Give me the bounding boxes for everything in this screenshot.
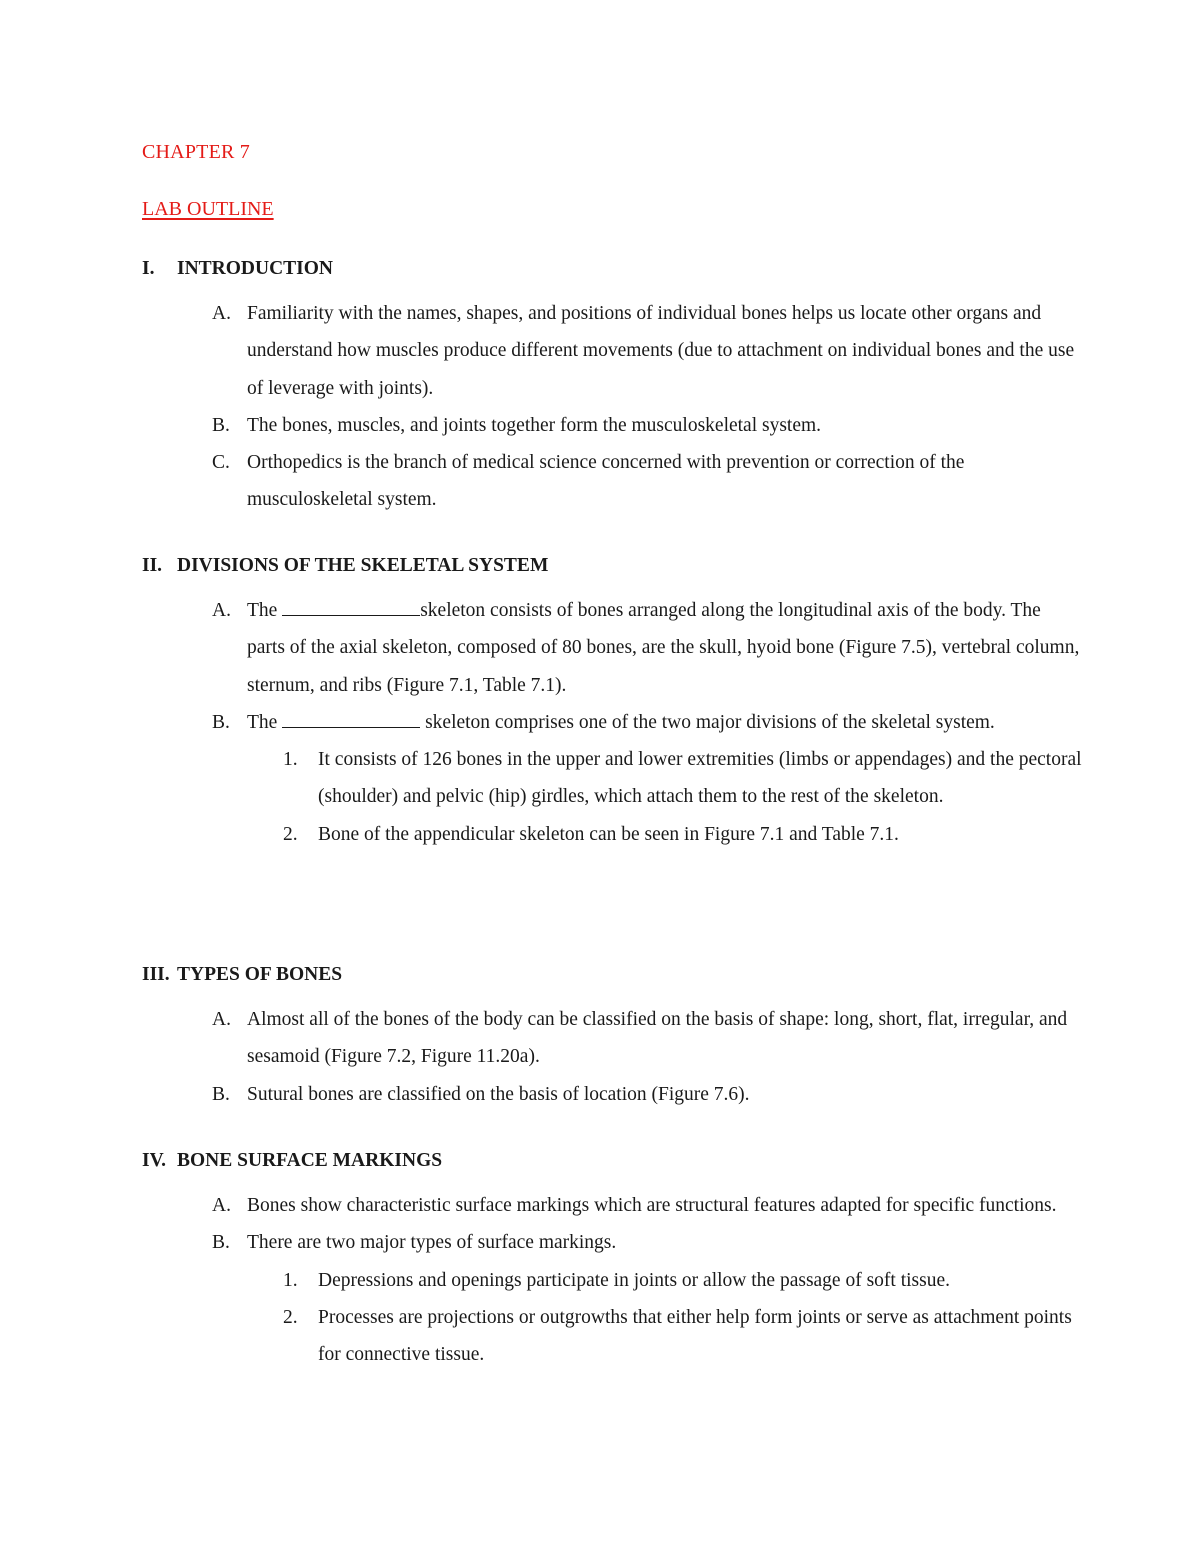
item-marker: A.	[212, 303, 231, 324]
item-text: Orthopedics is the branch of medical science concerned with prevention or correction of the musculoskeletal system.	[247, 452, 965, 511]
item-text-before-blank: The	[247, 600, 283, 621]
outline-item	[142, 1076, 1082, 1113]
outline-item	[142, 444, 1082, 519]
item-text: Sutural bones are classified on the basis of location (Figure 7.6).	[247, 1083, 750, 1105]
fill-in-blank	[282, 709, 420, 728]
subitem-marker: 2.	[283, 1306, 298, 1328]
section-title: INTRODUCTION	[177, 258, 334, 279]
subitem-text: Bone of the appendicular skeleton can be seen in Figure 7.1 and Table 7.1.	[318, 823, 899, 845]
section-number: IV.	[142, 1150, 167, 1171]
item-marker: B.	[212, 414, 230, 436]
item-text-after-blank: skeleton comprises one of the two major divisions of the skeletal system.	[420, 711, 995, 733]
section-number: II.	[142, 555, 163, 576]
section-bone-surface-markings	[142, 1150, 1082, 1373]
outline-item	[142, 1224, 1082, 1261]
section-title: DIVISIONS OF THE SKELETAL SYSTEM	[177, 555, 549, 576]
subitem-text: Processes are projections or outgrowths that either help form joints or serve as attachment points for connective tissue.	[318, 1306, 1072, 1366]
section-title: TYPES OF BONES	[177, 964, 343, 985]
item-text: Familiarity with the names, shapes, and positions of individual bones helps us locate other organs and understand how muscles produce different movements (due to attachment on individual bones and the use of leverage with joints).	[247, 303, 1075, 399]
outline-item	[142, 407, 1082, 444]
section-title: BONE SURFACE MARKINGS	[177, 1150, 443, 1171]
item-marker: C.	[212, 452, 230, 474]
item-marker: A.	[212, 600, 231, 621]
section-divisions	[142, 555, 1082, 853]
subitem-marker: 1.	[283, 749, 298, 771]
section-types-of-bones	[142, 964, 1082, 1113]
outline-item	[142, 592, 1082, 704]
subitem-marker: 1.	[283, 1269, 298, 1291]
item-text: The bones, muscles, and joints together form the musculoskeletal system.	[247, 414, 822, 436]
item-text: Bones show characteristic surface markings which are structural features adapted for specific functions.	[247, 1195, 1057, 1216]
subitem-marker: 2.	[283, 823, 298, 845]
section-introduction	[142, 258, 1082, 519]
outline-item	[142, 704, 1082, 741]
chapter-title: CHAPTER 7	[142, 141, 250, 163]
item-marker: B.	[212, 1083, 230, 1105]
section-heading	[142, 964, 1082, 1001]
section-heading	[142, 258, 1082, 295]
subitem-text: It consists of 126 bones in the upper and lower extremities (limbs or appendages) and the pectoral (shoulder) and pelvic (hip) girdles, which attach them to the rest of the skeleton.	[318, 749, 1082, 808]
outline-subitem	[142, 1262, 1082, 1299]
item-marker: A.	[212, 1009, 231, 1030]
outline-subitem	[142, 816, 1082, 853]
outline-subitem	[142, 741, 1082, 816]
section-number: III.	[142, 964, 170, 985]
section-heading	[142, 1150, 1082, 1187]
outline-item	[142, 1001, 1082, 1076]
item-marker: B.	[212, 711, 230, 733]
outline-item	[142, 1187, 1082, 1224]
fill-in-blank	[282, 597, 420, 616]
lab-outline-heading: LAB OUTLINE	[142, 198, 274, 220]
outline-subitem	[142, 1299, 1082, 1374]
item-marker: A.	[212, 1195, 231, 1216]
outline-item	[142, 295, 1082, 407]
item-text: Almost all of the bones of the body can be classified on the basis of shape: long, short, flat, irregular, and sesamoid (Figure 7.2, Figure 11.20a).	[247, 1009, 1068, 1068]
item-text: There are two major types of surface markings.	[247, 1232, 617, 1254]
section-heading	[142, 555, 1082, 592]
subitem-text: Depressions and openings participate in joints or allow the passage of soft tissue.	[318, 1269, 950, 1291]
item-marker: B.	[212, 1232, 230, 1254]
item-text-before-blank: The	[247, 711, 283, 733]
section-number: I.	[142, 258, 155, 279]
item-text-after-blank: skeleton consists of bones arranged along the longitudinal axis of the body. The parts of the axial skeleton, composed of 80 bones, are the skull, hyoid bone (Figure 7.5), vertebral column, sternum, and ribs (Figure 7.1, Table 7.1).	[247, 600, 1080, 696]
